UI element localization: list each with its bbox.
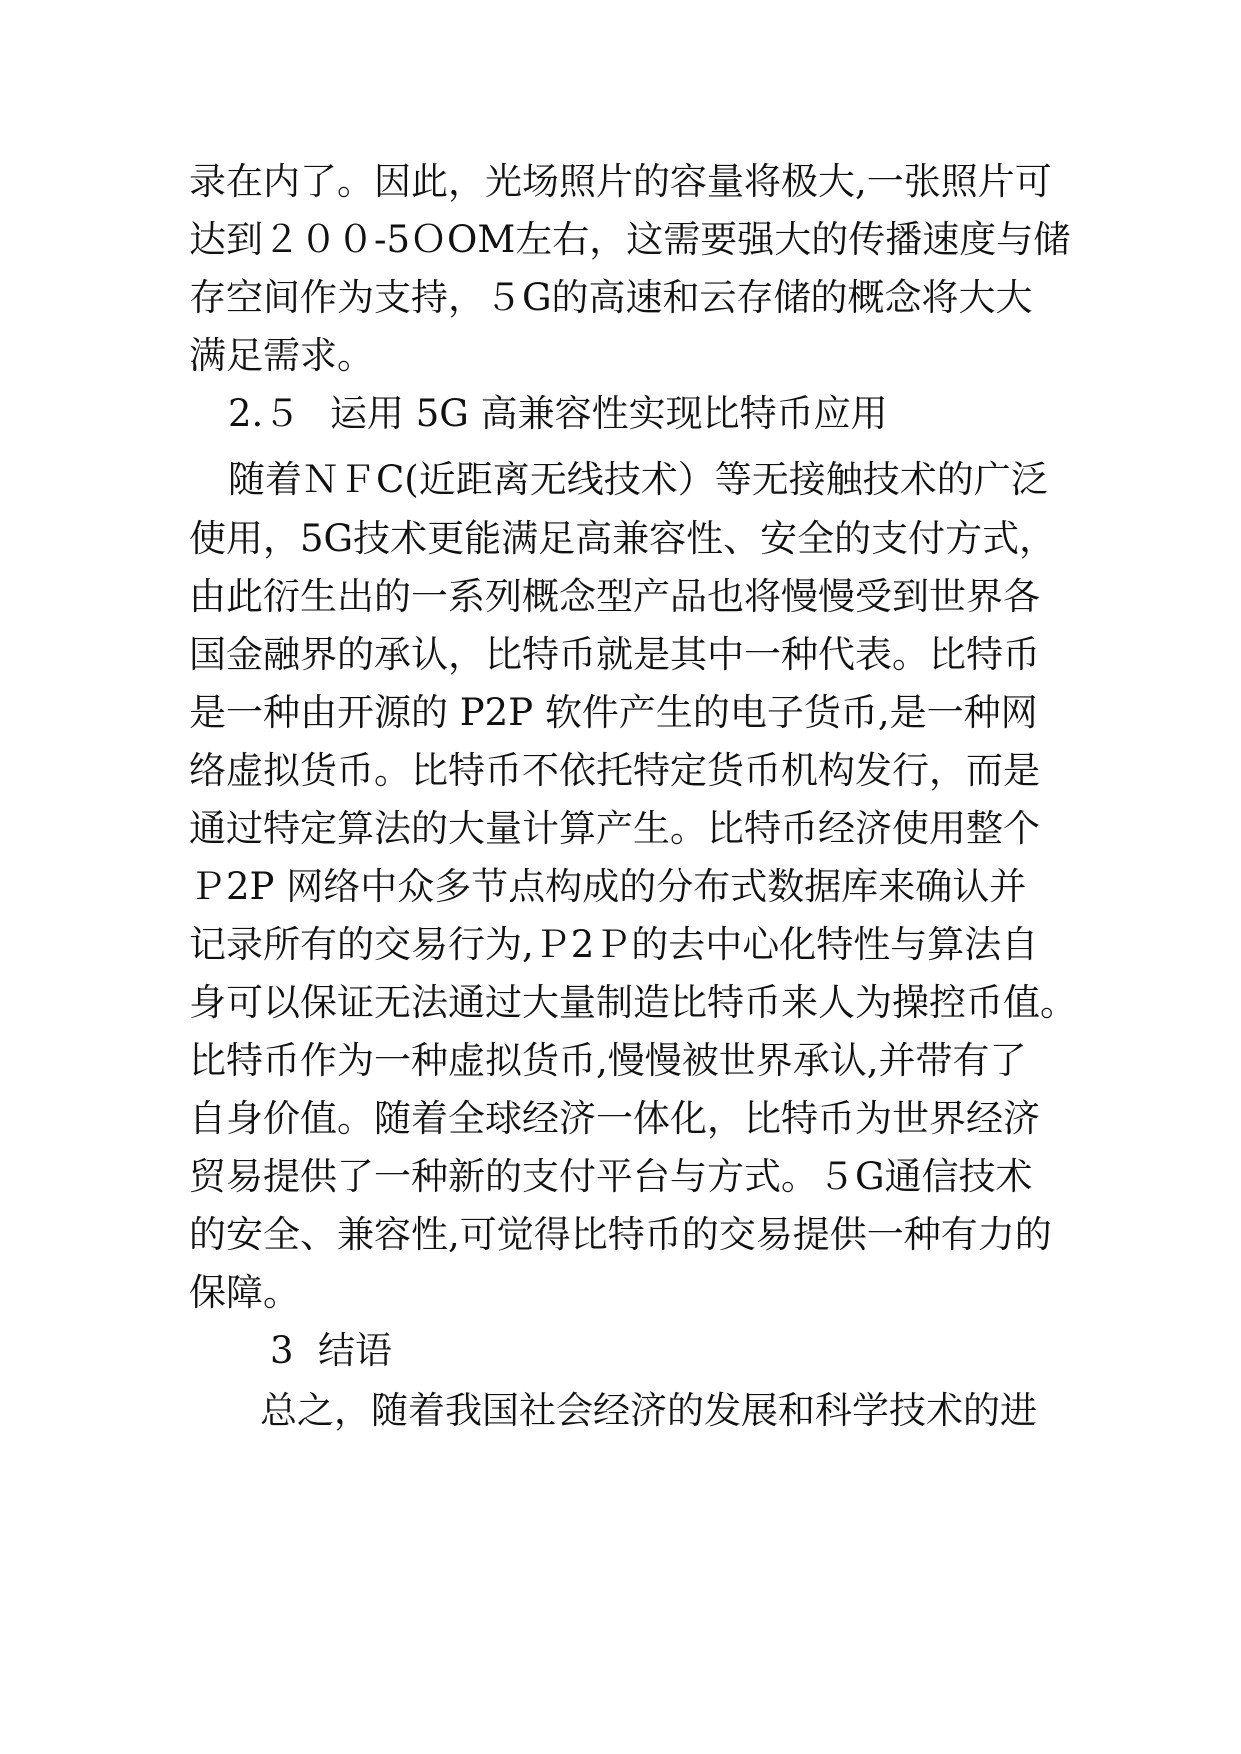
section-title: 运用 5G 高兼容性实现比特币应用 — [330, 392, 888, 435]
body-text-line: 达到２００-5ＯOM左右，这需要强大的传播速度与储 — [189, 218, 1071, 261]
body-text-line: 比特币作为一种虚拟货币,慢慢被世界承认,并带有了 — [189, 1039, 1027, 1082]
body-text-line: 自身价值。随着全球经济一体化，比特币为世界经济 — [189, 1097, 1040, 1140]
body-text-line: 记录所有的交易行为,Ｐ2Ｐ的去中心化特性与算法自 — [189, 923, 1039, 966]
body-text-line: 的安全、兼容性,可觉得比特币的交易提供一种有力的 — [189, 1213, 1052, 1256]
body-text-line: 存空间作为支持，５G的高速和云存储的概念将大大 — [189, 276, 1033, 319]
body-text-line: 国金融界的承认，比特币就是其中一种代表。比特币 — [189, 633, 1040, 676]
section-title: 结语 — [318, 1329, 392, 1372]
body-text-line: 贸易提供了一种新的支付平台与方式。５G通信技术 — [189, 1155, 1033, 1198]
body-text-line: 由此衍生出的一系列概念型产品也将慢慢受到世界各 — [189, 575, 1040, 618]
section-number: 2.５ — [228, 392, 301, 435]
body-text-line: 随着ＮＦC(近距离无线技术）等无接触技术的广泛 — [228, 458, 1048, 501]
body-text-line: 总之，随着我国社会经济的发展和科学技术的进 — [260, 1389, 1037, 1432]
body-text-line: 满足需求。 — [189, 334, 374, 377]
body-text-line: 保障。 — [189, 1271, 300, 1314]
body-text-line: 录在内了。因此，光场照片的容量将极大,一张照片可 — [189, 160, 1052, 203]
body-text-line: 通过特定算法的大量计算产生。比特币经济使用整个 — [189, 807, 1040, 850]
section-number: 3 — [270, 1329, 294, 1372]
body-text-line: 是一种由开源的 P2P 软件产生的电子货币,是一种网 — [189, 691, 1038, 734]
body-text-line: 使用，5G技术更能满足高兼容性、安全的支付方式， — [189, 517, 1057, 560]
body-text-line: 络虚拟货币。比特币不依托特定货币机构发行，而是 — [189, 749, 1040, 792]
body-text-line: Ｐ2P 网络中众多节点构成的分布式数据库来确认并 — [189, 865, 1027, 908]
body-text-line: 身可以保证无法通过大量制造比特币来人为操控币值。 — [189, 981, 1077, 1024]
